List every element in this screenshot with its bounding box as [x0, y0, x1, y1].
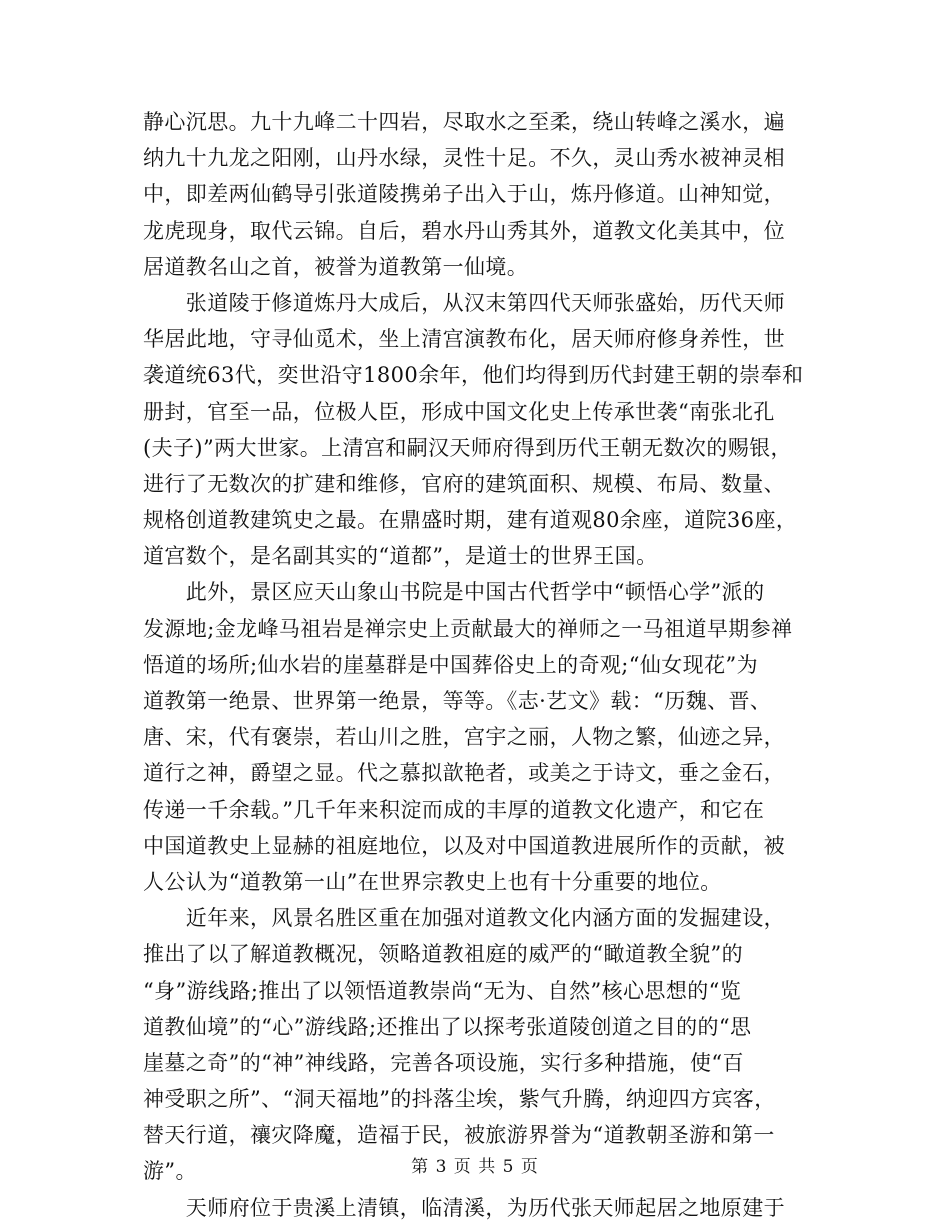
text-line: 此外，景区应天山象山书院是中国古代哲学中“顿悟心学”派的: [143, 580, 765, 605]
text-line: 神受职之所”、“洞天福地”的抖落尘埃，紫气升腾，纳迎四方宾客，: [143, 1087, 776, 1112]
text-line: 发源地;金龙峰马祖岩是禅宗史上贡献最大的禅师之一马祖道早期参禅: [143, 616, 793, 641]
text-line: 传递一千余载。”几千年来积淀而成的丰厚的道教文化遗产，和它在: [143, 797, 765, 822]
text-line: 龙虎现身，取代云锦。自后，碧水丹山秀其外，道教文化美其中，位: [143, 218, 785, 243]
text-line: 居道教名山之首，被誉为道教第一仙境。: [143, 254, 529, 279]
body-text: [143, 104, 813, 1226]
text-line: (夫子)”两大世家。上清宫和嗣汉天师府得到历代王朝无数次的赐银，: [143, 435, 792, 460]
text-line: 道教仙境”的“心”游线路;还推出了以探考张道陵创道之目的的“思: [143, 1014, 752, 1039]
text-line: 张道陵于修道炼丹大成后，从汉末第四代天师张盛始，历代天师: [143, 290, 785, 315]
text-line: 进行了无数次的扩建和维修，官府的建筑面积、规模、布局、数量、: [143, 471, 785, 496]
text-line: 推出了以了解道教概况，领略道教祖庭的威严的“瞰道教全貌”的: [143, 942, 744, 967]
text-line: 崖墓之奇”的“神”神线路，完善各项设施，实行多种措施，使“百: [143, 1050, 744, 1075]
text-line: 册封，官至一品，位极人臣，形成中国文化史上传承世袭“南张北孔: [143, 399, 775, 424]
text-line: 中国道教史上显赫的祖庭地位，以及对中国道教进展所作的贡献，被: [143, 833, 785, 858]
text-line: 道教第一绝景、世界第一绝景，等等。《志·艺文》载：“历魏、晋、: [143, 689, 772, 713]
text-line: 规格创道教建筑史之最。在鼎盛时期，建有道观80余座，道院36座，: [143, 508, 798, 533]
text-line: 近年来，风景名胜区重在加强对道教文化内涵方面的发掘建设，: [143, 906, 785, 931]
text-line: 中，即差两仙鹤导引张道陵携弟子出入于山，炼丹修道。山神知觉，: [143, 182, 785, 207]
text-line: 天师府位于贵溪上清镇，临清溪，为历代张天师起居之地原建于: [143, 1195, 785, 1220]
text-line: 游”。: [143, 1159, 197, 1184]
page-number-footer: 第 3 页 共 5 页: [411, 1157, 539, 1177]
text-line: 悟道的场所;仙水岩的崖墓群是中国葬俗史上的奇观;“仙女现花”为: [143, 652, 759, 677]
text-line: 纳九十九龙之阳刚，山丹水绿，灵性十足。不久，灵山秀水被神灵相: [143, 146, 785, 171]
text-line: 人公认为“道教第一山”在世界宗教史上也有十分重要的地位。: [143, 869, 722, 894]
text-line: 道宫数个，是名副其实的“道都”，是道士的世界王国。: [143, 544, 658, 569]
text-line: 唐、宋，代有褒崇，若山川之胜，宫宇之丽，人物之繁，仙迹之异，: [143, 725, 785, 750]
text-line: 道行之神，爵望之显。代之慕拟歆艳者，或美之于诗文，垂之金石，: [143, 761, 785, 786]
text-line: 静心沉思。九十九峰二十四岩，尽取水之至柔，绕山转峰之溪水，遍: [143, 110, 785, 134]
text-line: 袭道统63代，奕世沿守1800余年，他们均得到历代封建王朝的崇奉和: [143, 363, 804, 388]
text-line: 替天行道，禳灾降魔，造福于民，被旅游界誉为“道教朝圣游和第一: [143, 1123, 775, 1148]
text-line: “身”游线路;推出了以领悟道教崇尚“无为、自然”核心思想的“览: [143, 978, 742, 1003]
text-line: 华居此地，守寻仙觅术，坐上清宫演教布化，居天师府修身养性，世: [143, 327, 785, 352]
